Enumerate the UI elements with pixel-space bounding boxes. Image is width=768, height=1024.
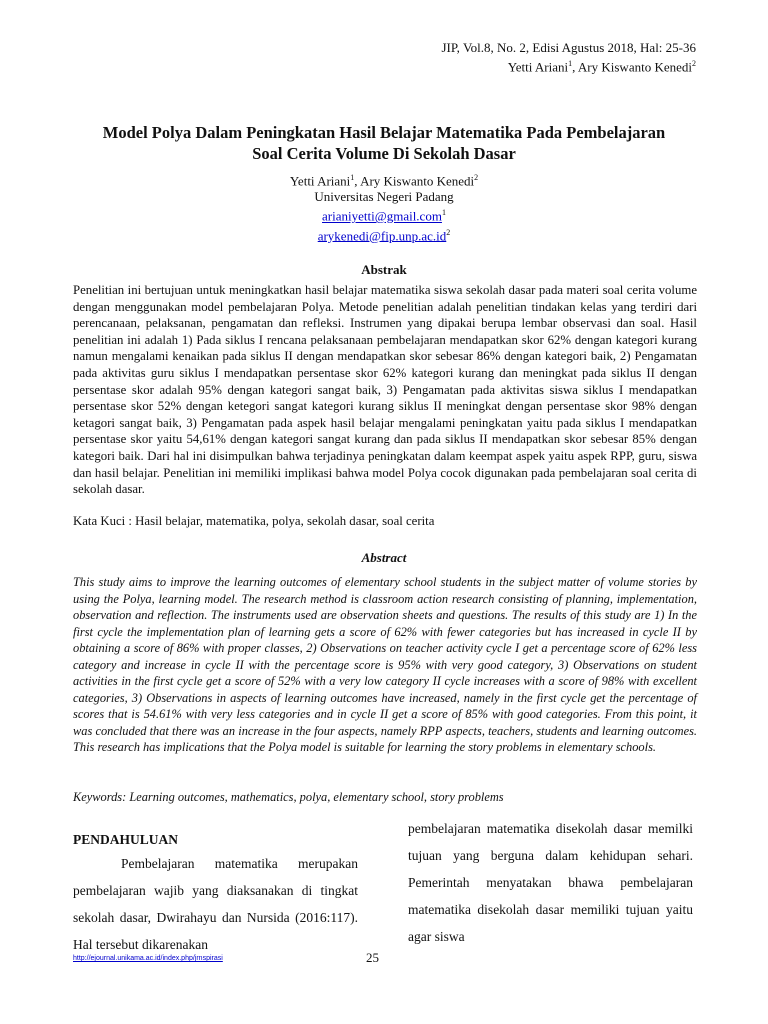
header-author-1: Yetti Ariani (507, 59, 569, 75)
abstrak-body: Penelitian ini bertujuan untuk meningkatkan hasil belajar matematika siswa sekolah dasar pada materi soal cerita volume dengan menggunakan model pembelajaran Polya. Metode penelitian adalah penelitian tindakan kelas yang terdiri dari perencanaan, pelaksanan, pengamatan dan refleksi. Instrumen yang dipakai berupa lembar observasi dan soal. Hasil penelitian ini adalah 1) Pada siklus I rencana pelaksanaan pembelajaran mendapatkan skor 62% dengan kategori kurang namun mengalami kenaikan pada siklus II dengan mendapatkan skor sebesar 86% dengan kategori baik, 2) Pengamatan pada aktivitas guru siklus I mendapatkan persentase skor 62% kategori kurang dan meningkat pada siklus II dengan persentase skor adalah 95% dengan kategori sangat baik, 3) Pengamatan pada aktivitas siswa siklus I mendapatkan persentase skor 52% dengan ketegori sangat kategori kurang siklus II meningkat dengan persentase skor 98% dengan ketagori sangat baik, 3) Pengamatan pada aspek hasil belajar mengalami peningkatan yaitu pada siklus I mendapatkan persentase skor yaitu 54,61% dengan kategori sangat kurang dan pada siklus II mendapatkan skor sebesar 85% dengan kategori baik. Dari hal ini disimpulkan bahwa terjadinya peningkatan dalam keempat aspek yaitu aspek RPP, guru, siswa dan hasil belajar. Penelitian ini memiliki implikasi bahwa model Polya cocok digunakan pada pembelajaran soal cerita di sekolah dasar. (73, 283, 697, 497)
author-1: Yetti Ariani (289, 173, 351, 189)
intro-left-column (73, 830, 358, 958)
abstract-heading: Abstract (361, 550, 407, 565)
author-block (60, 170, 708, 244)
section-heading-pendahuluan: PENDAHULUAN (73, 832, 179, 847)
journal-url-link[interactable]: http://ejournal.unikama.ac.id/index.php/jrnspirasi (73, 955, 223, 962)
intro-right-column (408, 815, 693, 950)
abstrak-heading: Abstrak (361, 262, 407, 277)
title-line-2: Soal Cerita Volume Di Sekolah Dasar (252, 144, 516, 163)
intro-left-paragraph: Pembelajaran matematika merupakan pembelajaran wajib yang diaksanakan di tingkat sekolah dasar, Dwirahayu dan Nursida (2016:117). Hal tersebut dikarenakan (73, 856, 358, 952)
keywords: Keywords: Learning outcomes, mathematics, polya, elementary school, story problems (73, 790, 504, 804)
journal-header (442, 40, 697, 75)
email-2-sup: 2 (446, 227, 451, 237)
affiliation: Universitas Negeri Padang (314, 189, 454, 205)
author-1-sup: 1 (350, 173, 355, 182)
paper-title (60, 122, 708, 164)
header-author-2: , Ary Kiswanto Kenedi (572, 59, 692, 75)
author-names (60, 170, 708, 189)
email-1-link[interactable]: arianiyetti@gmail.com (322, 208, 442, 224)
abstract-body: This study aims to improve the learning outcomes of elementary school students in the subject matter of volume stories by using the Polya, learning model. The research method is classroom action research consisting of planning, implementation, observation and reflection. The instruments used are observation sheets and questions. The results of this study are 1) In the first cycle the implementation plan of learning gets a score of 62% with fewer categories but has increased in cycle II by obtaining a score of 86% with proper classes, 2) Observations on teacher activity cycle I get a percentage score of 62% less category and increase in cycle II with the percentage score is 95% with very good category, 3) Observations on student activities in the first cycle get a score of 52% with a very low category II cycle increases with a score of 98% with excellent categories, 3) Observations in aspects of learning outcomes have increased, namely in the first cycle get the percentage of scores that is 54.61% with very less categories and in cycle II get a score of 85% with good categories. From this point, it was concluded that there was an increase in the four aspects, namely RPP aspects, teachers, students and learning outcomes. This research has implications that the Polya model is suitable for learning the story problems in elementary schools. (73, 575, 697, 754)
email-1-sup: 1 (441, 208, 446, 218)
header-sup-2: 2 (692, 59, 696, 68)
email-2-line[interactable] (60, 225, 708, 244)
journal-citation: JIP, Vol.8, No. 2, Edisi Agustus 2018, Hal: 25-36 (441, 40, 696, 55)
title-line-1: Model Polya Dalam Peningkatan Hasil Belajar Matematika Pada Pembelajaran (102, 123, 666, 142)
author-2-sup: 2 (474, 173, 479, 182)
author-2: , Ary Kiswanto Kenedi (354, 173, 475, 189)
page-number: 25 (366, 950, 379, 965)
email-2-link[interactable]: arykenedi@fip.unp.ac.id (317, 227, 447, 243)
header-authors (442, 56, 697, 75)
email-1-line[interactable] (60, 205, 708, 224)
intro-right-paragraph: pembelajaran matematika disekolah dasar memilki tujuan yang berguna dalam kehidupan sehari. Pemerintah menyatakan bhawa pembelajaran matematika disekolah dasar memiliki tujuan yaitu agar siswa (408, 821, 693, 944)
header-sup-1: 1 (568, 59, 573, 68)
kata-kunci: Kata Kuci : Hasil belajar, matematika, polya, sekolah dasar, soal cerita (73, 514, 435, 528)
